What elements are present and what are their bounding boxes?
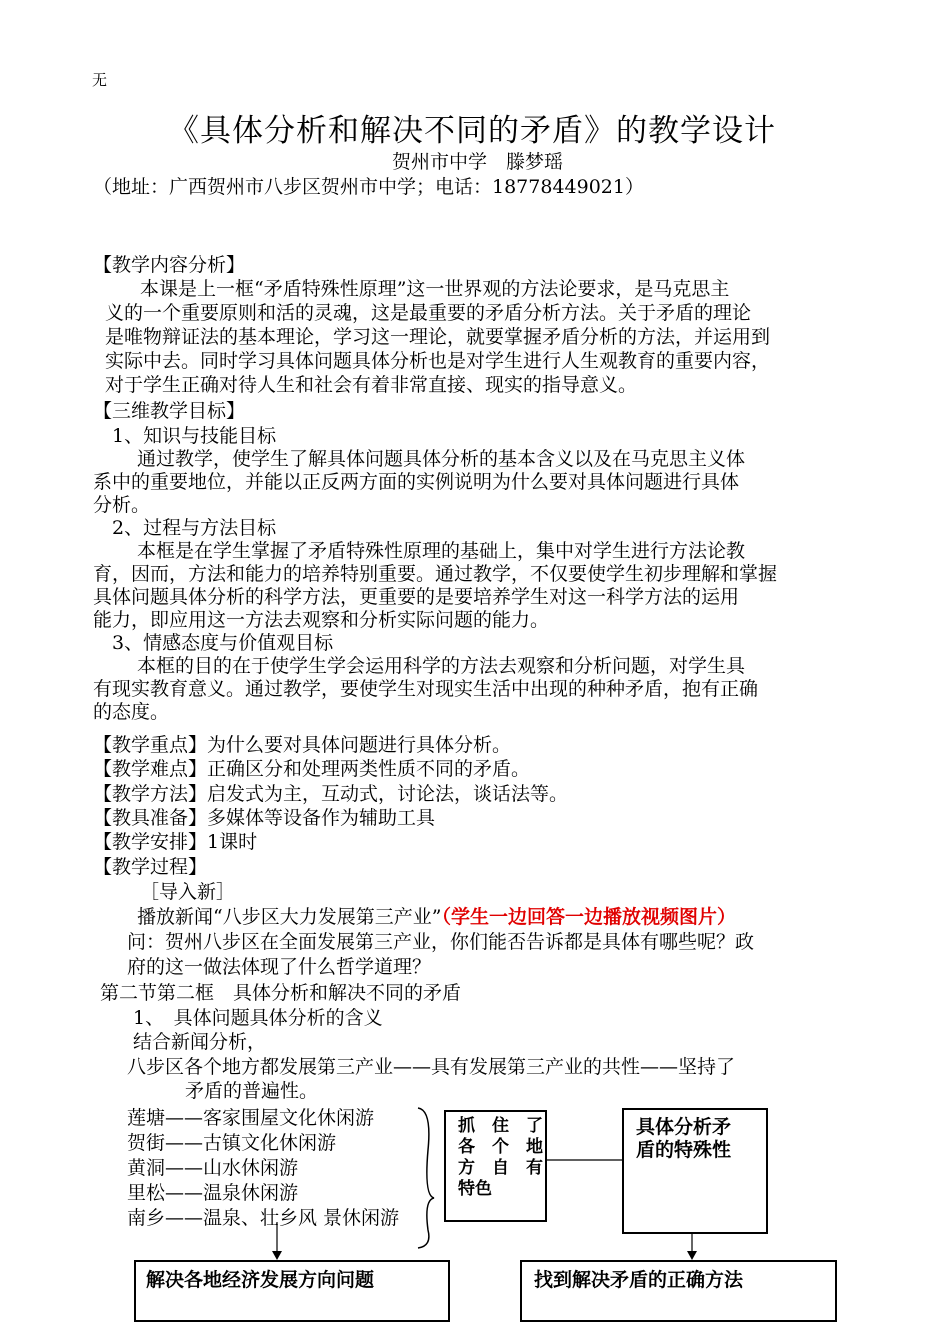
content-analysis-line: 对于学生正确对待人生和社会有着非常直接、现实的指导意义。 [105,374,638,396]
economy-text: 解决各地经济发展方向问题 [146,1269,375,1291]
particularity-text: 盾的特殊性 [636,1139,732,1161]
goal-3-line: 有现实教育意义。通过教学，要使学生对现实生活中出现的种种矛盾，抱有正确 [93,678,759,700]
method-text: 找到解决矛盾的正确方法 [534,1269,744,1291]
content-analysis-line: 义的一个重要原则和活的灵魂，这是最重要的矛盾分析方法。关于矛盾的理论 [105,302,752,324]
goal-1-line: 系中的重要地位，并能以正反两方面的实例说明为什么要对具体问题进行具体 [93,471,740,493]
schedule: 【教学安排】1课时 [93,831,258,853]
summary-row: 抓 住 了 [458,1116,543,1136]
content-analysis-line: 本课是上一框“矛盾特殊性原理”这一世界观的方法论要求，是马克思主 [140,278,730,300]
summary-row: 各 个 地 [458,1137,543,1157]
goal-3-title: 3、情感态度与价值观目标 [112,632,334,654]
place-lisong: 里松——温泉休闲游 [127,1182,299,1204]
content-analysis-heading: 【教学内容分析】 [93,254,246,276]
arrow-left-head [272,1251,282,1260]
goal-2-title: 2、过程与方法目标 [112,517,277,539]
header-mark: 无 [92,71,108,89]
place-huangdong: 黄洞——山水休闲游 [127,1157,299,1179]
method: 【教学方法】启发式为主，互动式，讨论法，谈话法等。 [93,783,569,805]
goal-2-line: 能力，即应用这一方法去观察和分析实际问题的能力。 [93,609,550,631]
process-heading: 【教学过程】 [93,856,208,878]
summary-box [444,1110,547,1222]
goal-2-line: 具体问题具体分析的科学方法，更重要的是要培养学生对这一科学方法的运用 [93,586,740,608]
goal-2-line: 育，因而，方法和能力的培养特别重要。通过教学，不仅要使学生初步理解和掌握 [93,563,778,585]
universal-line: 八步区各个地方都发展第三产业——具有发展第三产业的共性——坚持了 [127,1056,736,1078]
place-nanxiang: 南乡——温泉、壮乡风 景休闲游 [127,1207,400,1229]
goal-1-line: 通过教学，使学生了解具体问题具体分析的基本含义以及在马克思主义体 [137,448,746,470]
tools: 【教具准备】多媒体等设备作为辅助工具 [93,807,436,829]
goal-2-line: 本框是在学生掌握了矛盾特殊性原理的基础上，集中对学生进行方法论教 [137,540,746,562]
key-point: 【教学重点】为什么要对具体问题进行具体分析。 [93,734,512,756]
difficulty: 【教学难点】正确区分和处理两类性质不同的矛盾。 [93,758,531,780]
combine-line: 结合新闻分析， [133,1031,267,1053]
content-analysis-line: 实际中去。同时学习具体问题具体分析也是对学生进行人生观教育的重要内容， [105,350,771,372]
goal-3-line: 本框的目的在于使学生学会运用科学的方法去观察和分析问题，对学生具 [137,655,746,677]
news-prefix: 播放新闻“八步区大力发展第三产业” [137,906,442,928]
summary-row: 特色 [458,1179,492,1199]
economy-box [134,1260,450,1322]
question-line: 问：贺州八步区在全面发展第三产业，你们能否告诉都是具体有哪些呢？政 [127,931,755,953]
point-1: 1、 具体问题具体分析的含义 [133,1007,383,1029]
goals-heading: 【三维教学目标】 [93,400,246,422]
universal-line: 矛盾的普遍性。 [185,1080,319,1102]
author-line: 贺州市中学 滕梦瑶 [392,151,564,173]
arrow-right-head [687,1251,697,1260]
question-line: 府的这一做法体现了什么哲学道理？ [127,956,432,978]
section-title: 第二节第二框 具体分析和解决不同的矛盾 [100,982,462,1004]
news-note: （学生一边回答一边播放视频图片） [441,906,736,928]
particularity-text: 具体分析矛 [636,1116,732,1138]
goal-1-line: 分析。 [93,494,151,516]
goal-1-title: 1、知识与技能目标 [112,425,277,447]
method-box [520,1260,837,1322]
brace [418,1108,434,1248]
intro-label: ［导入新］ [140,881,236,903]
place-lianyang: 莲塘——客家围屋文化休闲游 [127,1107,375,1129]
content-analysis-line: 是唯物辩证法的基本理论，学习这一理论，就要掌握矛盾分析的方法，并运用到 [105,326,771,348]
page-title: 《具体分析和解决不同的矛盾》的教学设计 [168,113,776,149]
place-hejie: 贺街——古镇文化休闲游 [127,1132,337,1154]
goal-3-line: 的态度。 [93,701,170,723]
address-line: （地址：广西贺州市八步区贺州市中学；电话：18778449021） [93,176,644,198]
summary-row: 方 自 有 [458,1158,543,1178]
particularity-box [622,1108,768,1234]
